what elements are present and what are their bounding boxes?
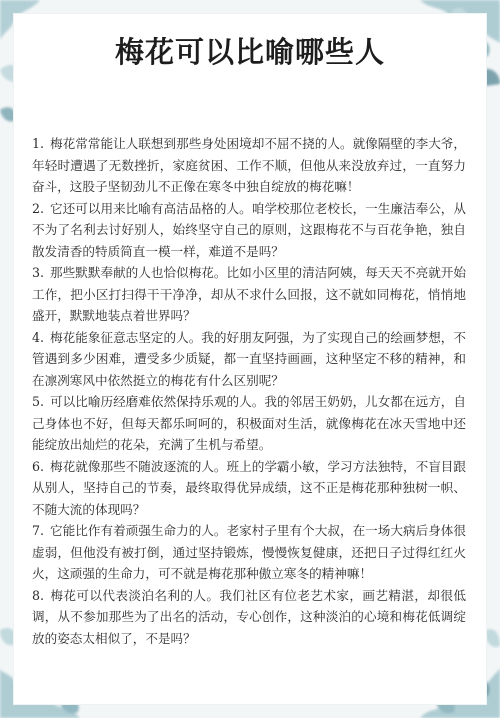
item-number: 3. — [32, 265, 45, 280]
list-item — [32, 391, 466, 456]
list-item — [32, 133, 466, 198]
item-number: 1. — [32, 136, 45, 151]
item-text: 它还可以用来比喻有高洁品格的人。咱学校那位老校长，一生廉洁奉公，从不为了名利去讨好别人，始终坚守自己的原则，这跟梅花不与百花争艳，独自散发清香的特质简直一模一样，难道不是吗？ — [32, 200, 466, 259]
list-item — [32, 456, 466, 521]
item-number: 8. — [32, 587, 45, 603]
item-text: 梅花能象征意志坚定的人。我的好朋友阿强，为了实现自己的绘画梦想，不管遇到多少困难，遭受多少质疑，都一直坚持画画，这种坚定不移的精神，和在凛冽寒风中依然挺立的梅花有什么区别呢？ — [32, 329, 466, 388]
item-text: 那些默默奉献的人也恰似梅花。比如小区里的清洁阿姨，每天天不亮就开始工作，把小区打扫得干干净净，却从不求什么回报，这不就如同梅花，悄悄地盛开，默默地装点着世界吗？ — [32, 265, 466, 323]
list-item — [32, 262, 466, 327]
item-number: 6. — [32, 458, 45, 474]
article-body — [32, 133, 466, 649]
list-item — [32, 520, 466, 585]
list-item — [32, 198, 466, 263]
list-item — [32, 327, 466, 392]
item-number: 2. — [32, 200, 45, 216]
item-text: 梅花就像那些不随波逐流的人。班上的学霸小敏，学习方法独特，不盲目跟从别人，坚持自己的节奏，最终取得优异成绩，这不正是梅花那种独树一帜、不随大流的体现吗？ — [32, 458, 466, 517]
list-item — [32, 585, 466, 650]
item-text: 梅花常常能让人联想到那些身处困境却不屈不挠的人。就像隔壁的李大爷，年轻时遭遇了无数挫折，家庭贫困、工作不顺，但他从来没放弃过，一直努力奋斗，这股子坚韧劲儿不正像在寒冬中独自绽放的梅花嘛！ — [32, 136, 466, 194]
item-text: 梅花可以代表淡泊名利的人。我们社区有位老艺术家，画艺精湛，却很低调，从不参加那些为了出名的活动，专心创作，这种淡泊的心境和梅花低调绽放的姿态太相似了，不是吗？ — [32, 587, 466, 646]
page-title: 梅花可以比喻哪些人 — [114, 35, 385, 69]
item-text: 它能比作有着顽强生命力的人。老家村子里有个大叔，在一场大病后身体很虚弱，但他没有被打倒，通过坚持锻炼，慢慢恢复健康，还把日子过得红红火火，这顽强的生命力，可不就是梅花那种傲立寒冬的精神嘛！ — [32, 523, 466, 581]
item-text: 可以比喻历经磨难依然保持乐观的人。我的邻居王奶奶，儿女都在远方，自己身体也不好，但每天都乐呵呵的，积极面对生活，就像梅花在冰天雪地中还能绽放出灿烂的花朵，充满了生机与希望。 — [32, 394, 466, 452]
item-number: 5. — [32, 394, 45, 409]
item-number: 7. — [32, 523, 45, 538]
item-number: 4. — [32, 329, 45, 345]
